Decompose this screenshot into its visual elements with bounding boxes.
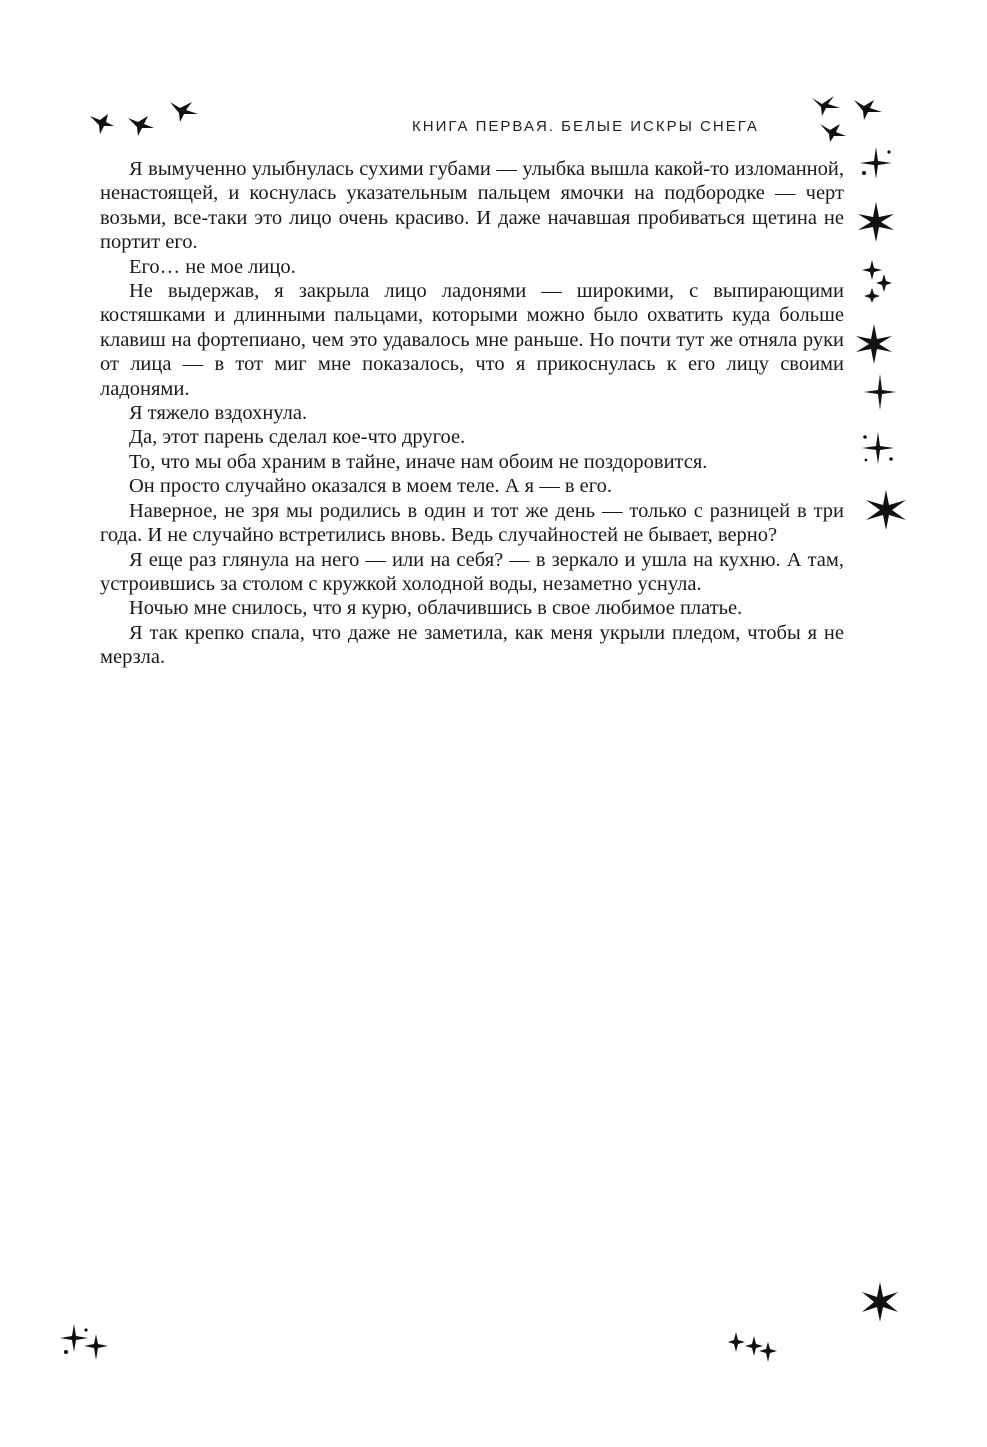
sparkle-star-icon: [858, 428, 898, 468]
paragraph: Я так крепко спала, что даже не заметила, как меня укрыли пледом, чтобы я не мерзла.: [100, 621, 844, 669]
sparkle-star-icon: [862, 372, 898, 412]
paragraph: Не выдержав, я закрыла лицо ладонями — широкими, с выпирающими костяшками и длинными пальцами, которыми можно было охватить куда больше клавиш на фортепиано, чем это удавалось мне раньше. Но почти тут же отняла руки от лица — в тот миг мне показалось, что я прикоснулась к его лицу своими ладонями.: [100, 280, 844, 400]
swallows-icon: [86, 96, 206, 140]
sparkle-star-icon: [856, 143, 896, 183]
paragraph: То, что мы оба храним в тайне, иначе нам обоим не поздоровится.: [129, 450, 708, 473]
paragraph: Да, этот парень сделал кое-что другое.: [129, 426, 466, 449]
sparkle-star-icon: [858, 1280, 902, 1324]
paragraph: Ночью мне снилось, что я курю, облачившись в свое любимое платье.: [129, 597, 743, 620]
paragraph: Он просто случайно оказался в моем теле. А я — в его.: [129, 475, 613, 498]
sparkle-star-icon: [854, 322, 894, 366]
sparkle-star-icon: [860, 258, 894, 304]
paragraph: Я вымученно улыбнулась сухими губами — улыбка вышла какой-то изломанной, ненастоящей, и коснулась указательным пальцем ямочки на подбородке — черт возьми, все-таки это лицо очень красиво. И даже начавшая пробиваться щетина не портит его.: [100, 158, 844, 254]
paragraph: Его… не мое лицо.: [129, 255, 296, 278]
sparkle-star-icon: [856, 200, 896, 244]
swallows-icon: [808, 88, 888, 148]
sparkle-star-icon: [728, 1330, 778, 1364]
paragraph: Наверное, не зря мы родились в один и тот же день — только с разницей в три года. И не случайно встретились вновь. Ведь случайностей не бывает, верно?: [100, 499, 844, 547]
chapter-text: [100, 157, 844, 670]
paragraph: Я еще раз глянула на него — или на себя? — в зеркало и ушла на кухню. А там, устроившись за столом с кружкой холодной воды, незаметно уснула.: [100, 548, 844, 595]
running-title: КНИГА ПЕРВАЯ. БЕЛЫЕ ИСКРЫ СНЕГА: [412, 118, 759, 135]
paragraph: Я тяжело вздохнула.: [129, 402, 308, 425]
sparkle-star-icon: [60, 1322, 110, 1362]
sparkle-star-icon: [862, 488, 910, 532]
